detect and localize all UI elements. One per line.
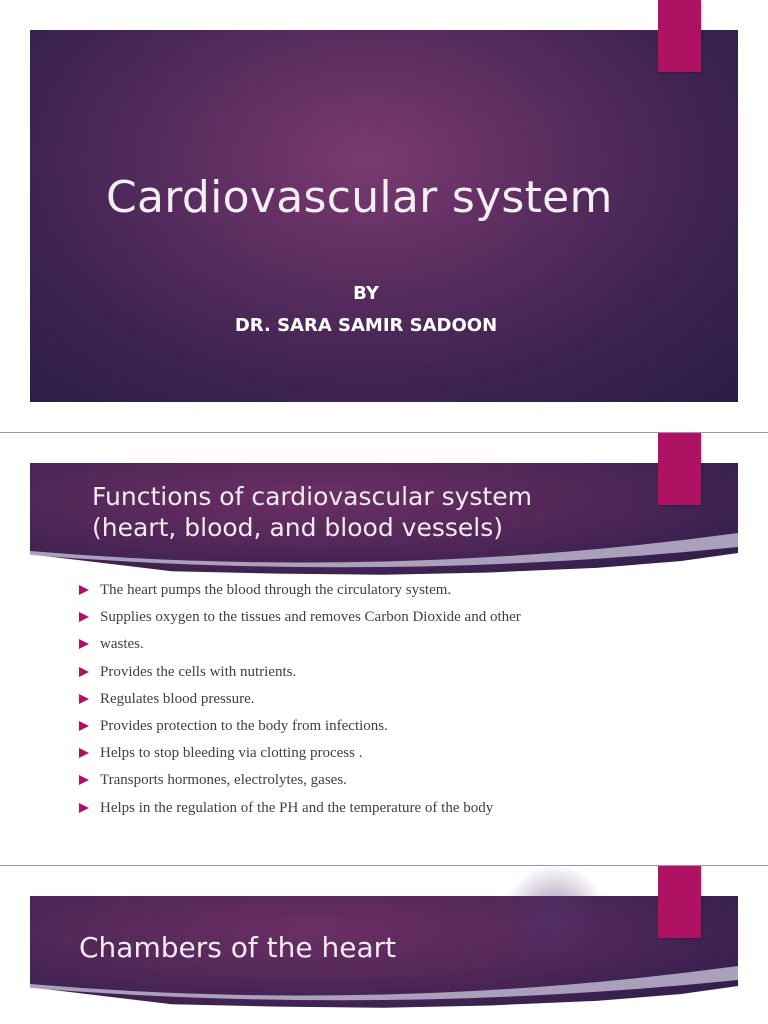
list-item-text: wastes. [100, 636, 144, 653]
list-item-text: Helps to stop bleeding via clotting process . [100, 745, 363, 762]
list-item [78, 688, 521, 715]
bullet-list [78, 579, 521, 824]
accent-tab [658, 866, 701, 938]
list-item [78, 715, 521, 742]
heading-line-1: Functions of cardiovascular system [92, 482, 532, 511]
triangle-bullet-icon [79, 612, 89, 622]
presentation-title: Cardiovascular system [106, 172, 613, 223]
header-curve [30, 966, 738, 1006]
accent-tab [658, 433, 701, 505]
list-item [78, 633, 521, 660]
triangle-bullet-icon [79, 803, 89, 813]
slide-chambers [0, 866, 768, 1024]
triangle-bullet-icon [79, 748, 89, 758]
list-item-text: The heart pumps the blood through the circulatory system. [100, 582, 452, 598]
triangle-bullet-icon [79, 585, 89, 595]
list-item [78, 769, 521, 796]
list-item [78, 606, 521, 633]
triangle-bullet-icon [79, 775, 89, 785]
list-item-text: Helps in the regulation of the PH and the temperature of the body [100, 799, 494, 816]
slide-title-page [0, 0, 768, 432]
triangle-bullet-icon [79, 721, 89, 731]
list-item-text: Provides protection to the body from infections. [100, 717, 388, 734]
list-item-text: Transports hormones, electrolytes, gases. [100, 772, 347, 789]
triangle-bullet-icon [79, 667, 89, 677]
list-item [78, 661, 521, 688]
slide-heading: Chambers of the heart [79, 931, 397, 964]
list-item-text: Regulates blood pressure. [100, 690, 255, 707]
list-item [78, 742, 521, 769]
author-name: DR. SARA SAMIR SADOON [234, 315, 498, 336]
accent-tab [658, 0, 701, 72]
slide-functions [0, 433, 768, 865]
by-label: BY [353, 283, 379, 304]
list-item [78, 797, 521, 824]
header-glow [500, 866, 610, 966]
heading-line-2: (heart, blood, and blood vessels) [92, 513, 503, 542]
slide-heading [92, 481, 532, 543]
triangle-bullet-icon [79, 639, 89, 649]
list-item-text: Supplies oxygen to the tissues and removes Carbon Dioxide and other [100, 609, 521, 626]
list-item [78, 579, 521, 606]
list-item-text: Provides the cells with nutrients. [100, 663, 297, 680]
triangle-bullet-icon [79, 694, 89, 704]
